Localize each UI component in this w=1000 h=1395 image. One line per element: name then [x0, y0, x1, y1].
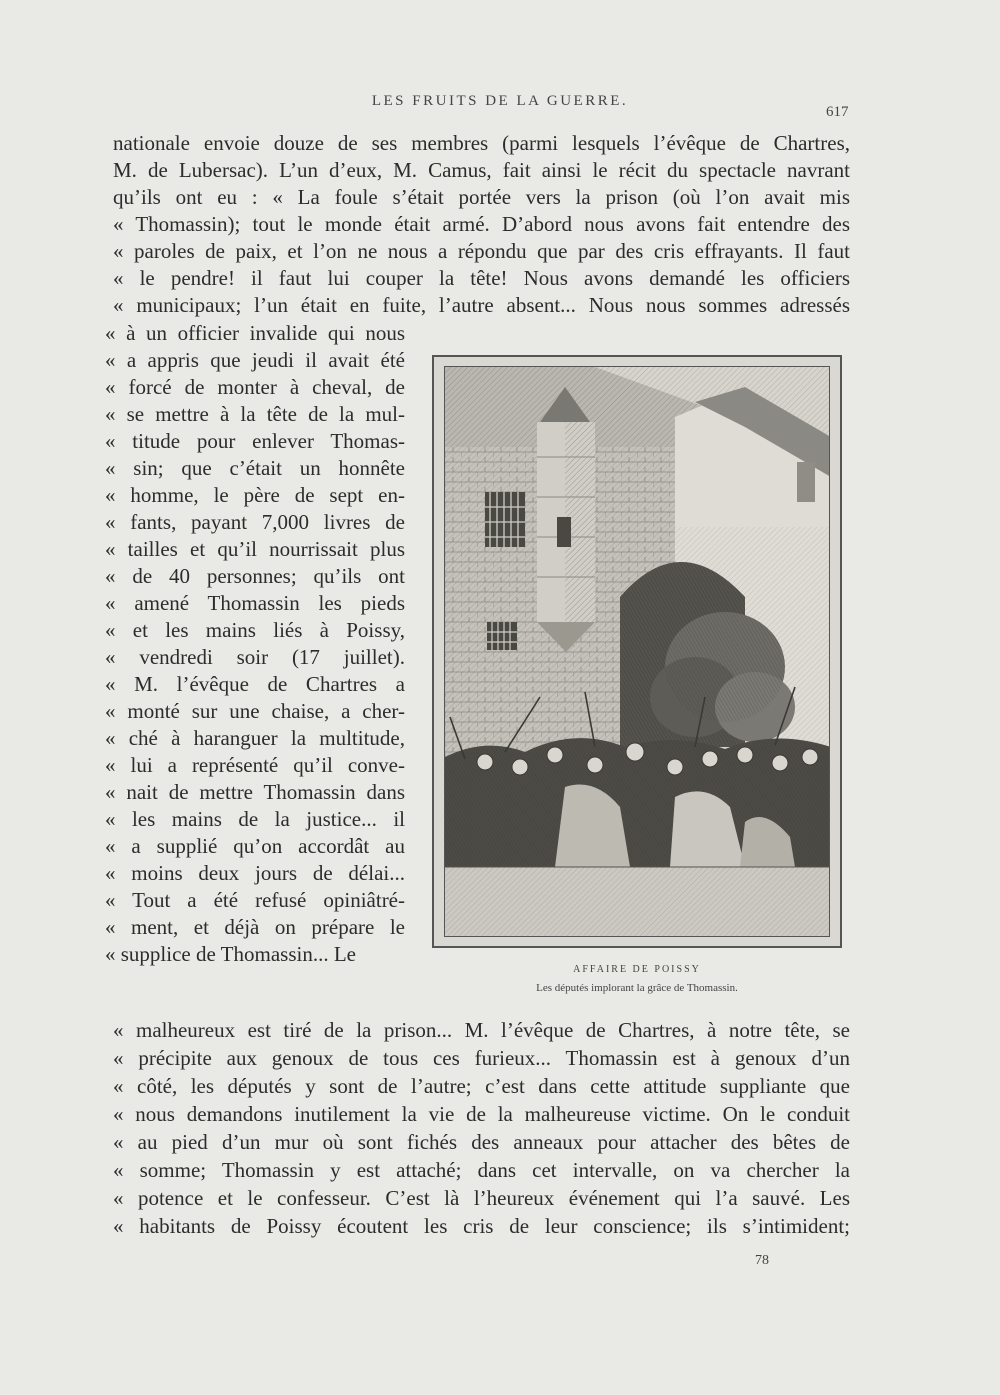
engraving-figure [432, 355, 842, 948]
body-line: qu’ils ont eu : « La foule s’était portée vers la prison (où l’on avait mis [113, 185, 850, 209]
body-line: « habitants de Poissy écoutent les cris de leur conscience; ils s’intimident; [113, 1214, 850, 1238]
body-line: « Tout a été refusé opiniâtré- [105, 888, 405, 912]
body-line: « et les mains liés à Poissy, [105, 618, 405, 642]
body-line: « supplice de Thomassin... Le [105, 942, 356, 966]
body-line: « titude pour enlever Thomas- [105, 429, 405, 453]
body-line: « paroles de paix, et l’on ne nous a répondu que par des cris effrayants. Il faut [113, 239, 850, 263]
body-line: M. de Lubersac). L’un d’eux, M. Camus, fait ainsi le récit du spectacle navrant [113, 158, 850, 182]
body-line: « homme, le père de sept en- [105, 483, 405, 507]
body-line: « M. l’évêque de Chartres a [105, 672, 405, 696]
page-number: 617 [826, 104, 849, 120]
body-line: « côté, les députés y sont de l’autre; c’est dans cette attitude suppliante que [113, 1074, 850, 1098]
body-line: « a appris que jeudi il avait été [105, 348, 405, 372]
body-line: « tailles et qu’il nourrissait plus [105, 537, 405, 561]
body-line: « monté sur une chaise, a cher- [105, 699, 405, 723]
signature-mark: 78 [755, 1253, 769, 1268]
body-line: nationale envoie douze de ses membres (parmi lesquels l’évêque de Chartres, [113, 131, 850, 155]
body-line: « moins deux jours de délai... [105, 861, 405, 885]
body-line: « Thomassin); tout le monde était armé. D’abord nous avons fait entendre des [113, 212, 850, 236]
figure-caption-subtitle: Les députés implorant la grâce de Thomassin. [536, 982, 738, 994]
body-line: « somme; Thomassin y est attaché; dans cet intervalle, on va chercher la [113, 1158, 850, 1182]
body-line: « se mettre à la tête de la mul- [105, 402, 405, 426]
body-line: « de 40 personnes; qu’ils ont [105, 564, 405, 588]
body-line: « amené Thomassin les pieds [105, 591, 405, 615]
body-line: « ché à haranguer la multitude, [105, 726, 405, 750]
body-line: « lui a représenté qu’il conve- [105, 753, 405, 777]
body-line: « les mains de la justice... il [105, 807, 405, 831]
body-line: « nous demandons inutilement la vie de la malheureuse victime. On le conduit [113, 1102, 850, 1126]
body-line: « sin; que c’était un honnête [105, 456, 405, 480]
body-line: « précipite aux genoux de tous ces furieux... Thomassin est à genoux d’un [113, 1046, 850, 1070]
figure-caption-title: AFFAIRE DE POISSY [573, 964, 701, 975]
body-line: « nait de mettre Thomassin dans [105, 780, 405, 804]
body-line: « vendredi soir (17 juillet). [105, 645, 405, 669]
body-line: « a supplié qu’on accordât au [105, 834, 405, 858]
engraving-illustration [444, 366, 830, 937]
body-line: « forcé de monter à cheval, de [105, 375, 405, 399]
body-line: « fants, payant 7,000 livres de [105, 510, 405, 534]
body-line: « malheureux est tiré de la prison... M. l’évêque de Chartres, à notre tête, se [113, 1018, 850, 1042]
body-line: « municipaux; l’un était en fuite, l’autre absent... Nous nous sommes adressés [113, 293, 850, 317]
body-line: « potence et le confesseur. C’est là l’heureux événement qui l’a sauvé. Les [113, 1186, 850, 1210]
body-line: « à un officier invalide qui nous [105, 321, 405, 345]
running-title: LES FRUITS DE LA GUERRE. [371, 93, 629, 109]
body-line: « ment, et déjà on prépare le [105, 915, 405, 939]
body-line: « le pendre! il faut lui couper la tête! Nous avons demandé les officiers [113, 266, 850, 290]
body-line: « au pied d’un mur où sont fichés des anneaux pour attacher des bêtes de [113, 1130, 850, 1154]
